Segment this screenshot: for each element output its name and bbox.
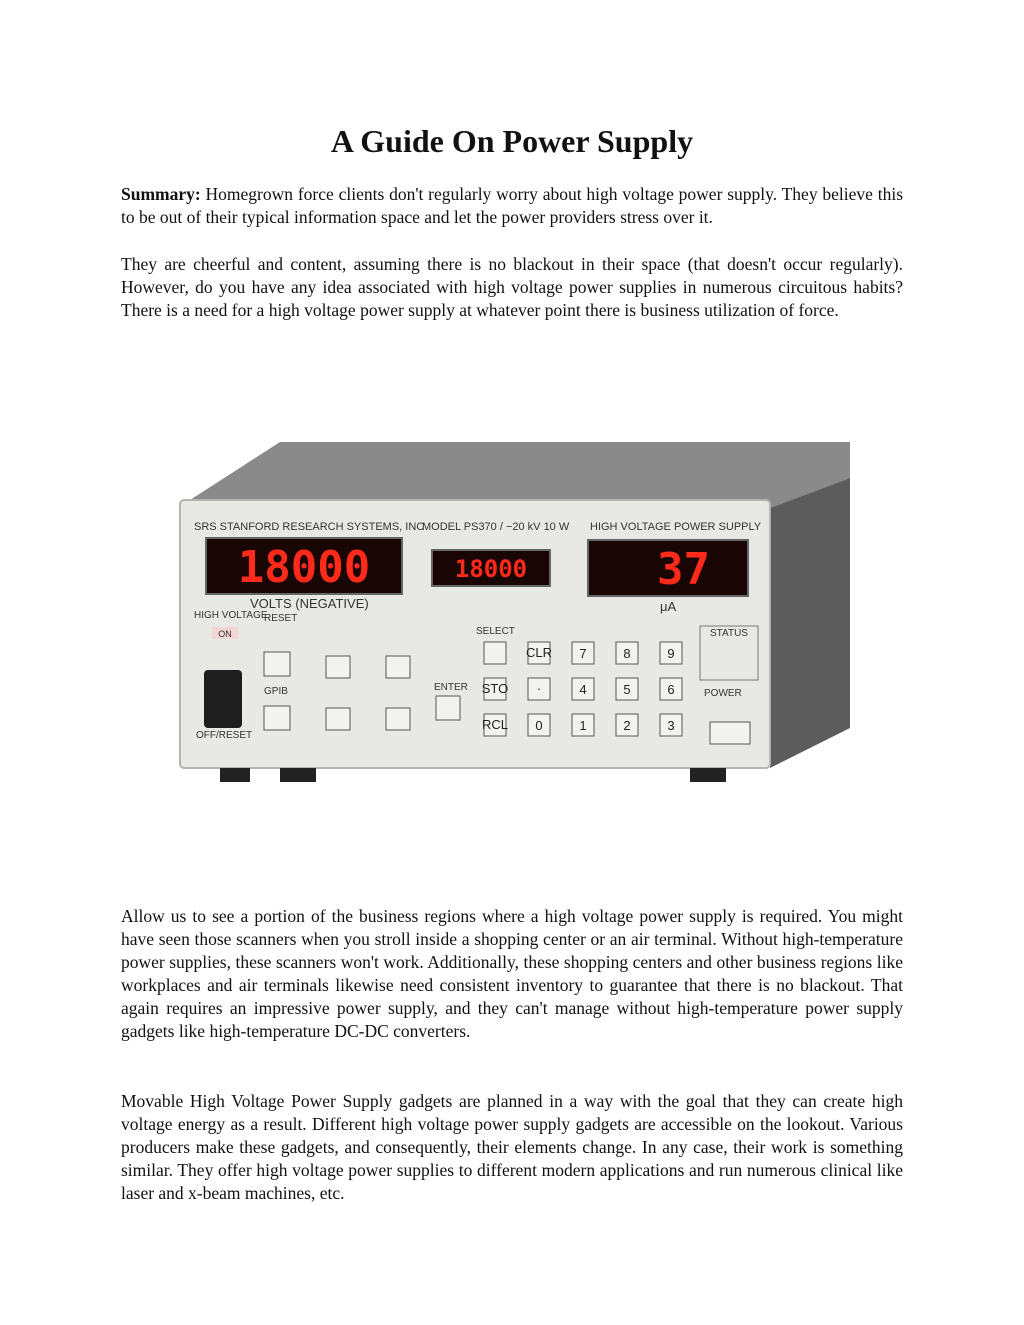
model-label: MODEL PS370 / −20 kV 10 W bbox=[422, 521, 570, 533]
key-2[interactable]: 2 bbox=[623, 718, 631, 733]
key-clr[interactable]: CLR bbox=[525, 645, 553, 660]
movable-paragraph: Movable High Voltage Power Supply gadgets are planned in a way with the goal that they can create high voltage energy as a result. Different high voltage power supply gadgets are accessible on the lookout. Various producers make these gadgets, and consequently, their elements change. In any case, their work is something similar. They offer high voltage power supplies to different modern applications and run numerous clinical like laser and x-beam machines, etc. bbox=[121, 1091, 903, 1203]
key-rcl[interactable]: RCL bbox=[481, 717, 509, 732]
key-1[interactable]: 1 bbox=[579, 718, 587, 733]
power-label: POWER bbox=[704, 688, 742, 699]
enter-label: ENTER bbox=[434, 682, 468, 693]
select-label: SELECT bbox=[476, 626, 515, 637]
business-paragraph: Allow us to see a portion of the business regions where a high voltage power supply is required. You might have seen those scanners when you stroll inside a shopping center or an air terminal. Without high-temperature power supplies, these scanners won't work. Additionally, these shopping centers and other business regions like workplaces and air terminals likewise need consistent inventory to guarantee that there is no blackout. That again requires an impressive power supply, and they can't manage without high-temperature power supply gadgets like high-temperature DC-DC converters. bbox=[121, 906, 903, 1041]
key-3[interactable]: 3 bbox=[667, 718, 675, 733]
key-9[interactable]: 9 bbox=[667, 646, 675, 661]
summary-paragraph bbox=[121, 183, 903, 229]
intro-paragraph: They are cheerful and content, assuming there is no blackout in their space (that doesn't occur regularly). However, do you have any idea associated with high voltage power supplies in numerous circuitous habits? There is a need for a high voltage power supply at whatever point there is business utilization of force. bbox=[121, 254, 903, 320]
down-arrow-button[interactable] bbox=[386, 708, 410, 730]
brand-label: SRS STANFORD RESEARCH SYSTEMS, INC bbox=[194, 521, 425, 533]
current-unit-label: μA bbox=[660, 599, 677, 614]
key-dot[interactable]: · bbox=[536, 681, 542, 696]
gpib-label: GPIB bbox=[264, 686, 288, 697]
summary-label: Summary: bbox=[121, 184, 201, 204]
setpoint-display: 18000 bbox=[454, 555, 528, 583]
reset-button[interactable] bbox=[264, 652, 290, 676]
reset-label: RESET bbox=[264, 613, 298, 624]
power-switch[interactable] bbox=[710, 722, 750, 744]
product-label: HIGH VOLTAGE POWER SUPPLY bbox=[590, 521, 762, 533]
current-display: 37 bbox=[657, 544, 710, 595]
high-voltage-label: HIGH VOLTAGE bbox=[194, 610, 268, 621]
enter-button[interactable] bbox=[436, 696, 460, 720]
off-reset-label: OFF/RESET bbox=[196, 730, 253, 741]
summary-text: Homegrown force clients don't regularly worry about high voltage power supply. They believe this to be out of their typical information space and let the power providers stress over it. bbox=[121, 184, 903, 227]
up-arrow-button[interactable] bbox=[386, 656, 410, 678]
on-indicator: ON bbox=[218, 629, 232, 639]
page-title: A Guide On Power Supply bbox=[330, 123, 694, 159]
key-7[interactable]: 7 bbox=[579, 646, 587, 661]
left-arrow-button[interactable] bbox=[326, 656, 350, 678]
gpib-button[interactable] bbox=[264, 706, 290, 730]
right-arrow-button[interactable] bbox=[326, 708, 350, 730]
key-4[interactable]: 4 bbox=[579, 682, 587, 697]
key-sto[interactable]: STO bbox=[481, 681, 509, 696]
status-label: STATUS bbox=[710, 628, 748, 639]
key-6[interactable]: 6 bbox=[667, 682, 675, 697]
off-reset-switch[interactable] bbox=[204, 670, 242, 728]
key-8[interactable]: 8 bbox=[623, 646, 631, 661]
power-supply-photo bbox=[170, 438, 870, 828]
volts-label: VOLTS (NEGATIVE) bbox=[250, 596, 369, 611]
key-5[interactable]: 5 bbox=[623, 682, 631, 697]
key-0[interactable]: 0 bbox=[535, 718, 543, 733]
voltage-display: 18000 bbox=[237, 542, 371, 593]
